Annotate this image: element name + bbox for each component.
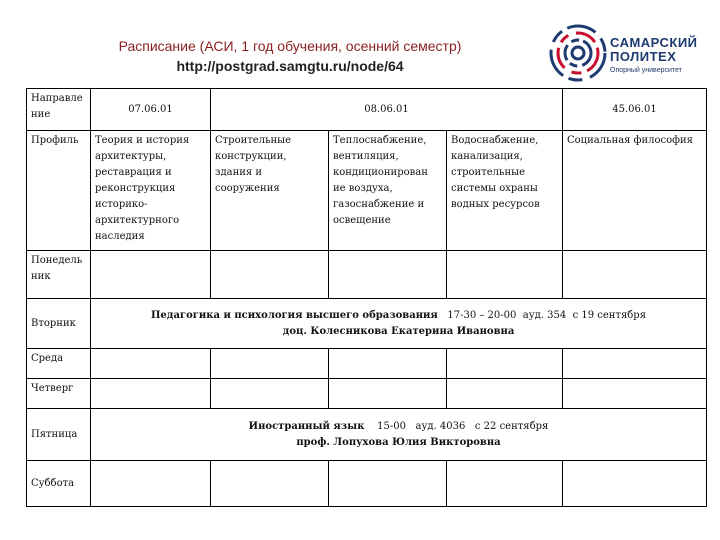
lesson-time: 17-30 – 20-00 bbox=[447, 309, 517, 321]
code-cell: 07.06.01 bbox=[91, 89, 211, 131]
lesson-teacher: доц. Колесникова Екатерина Ивановна bbox=[282, 325, 515, 337]
day-cell: Вторник bbox=[27, 299, 91, 349]
table-row bbox=[27, 89, 707, 131]
direction-label: Направле ние bbox=[27, 89, 91, 131]
logo-text: САМАРСКИЙ ПОЛИТЕХ bbox=[610, 35, 698, 64]
schedule-url[interactable]: http://postgrad.samgtu.ru/node/64 bbox=[176, 58, 404, 74]
day-cell: Среда bbox=[27, 349, 91, 379]
logo-tagline: Опорный университет bbox=[610, 67, 682, 74]
code-cell: 08.06.01 bbox=[211, 89, 563, 131]
profile-cell: Теплоснабжение, вентиляция, кондиционирован ие воздуха, газоснабжение и освещение bbox=[329, 131, 447, 251]
lesson-friday bbox=[91, 409, 707, 461]
lesson-teacher: проф. Лопухова Юлия Викторовна bbox=[296, 436, 501, 448]
lesson-room: ауд. 4036 bbox=[415, 420, 466, 432]
profile-cell: Строительные конструкции, здания и сооружения bbox=[211, 131, 329, 251]
day-cell: Четверг bbox=[27, 379, 91, 409]
profile-cell: Водоснабжение, канализация, строительные системы охраны водных ресурсов bbox=[447, 131, 563, 251]
profile-cell: Социальная философия bbox=[563, 131, 707, 251]
page-title bbox=[40, 36, 540, 76]
schedule-title: Расписание (АСИ, 1 год обучения, осенний семестр) bbox=[118, 38, 462, 54]
day-cell: Понедель ник bbox=[27, 251, 91, 299]
table-row bbox=[27, 349, 707, 379]
lesson-subject: Педагогика и психология высшего образования bbox=[150, 309, 438, 321]
profile-cell: Теория и история архитектуры, реставрация и реконструкция историко-архитектурного наследия bbox=[91, 131, 211, 251]
university-logo bbox=[548, 22, 708, 84]
table-row bbox=[27, 379, 707, 409]
logo-circles-icon bbox=[548, 22, 608, 84]
code-cell: 45.06.01 bbox=[563, 89, 707, 131]
profile-label: Профиль bbox=[27, 131, 91, 251]
lesson-tuesday bbox=[91, 299, 707, 349]
table-row bbox=[27, 461, 707, 507]
day-cell: Пятница bbox=[27, 409, 91, 461]
table-row bbox=[27, 299, 707, 349]
day-cell: Суббота bbox=[27, 461, 91, 507]
table-row bbox=[27, 409, 707, 461]
lesson-start: с 19 сентября bbox=[572, 309, 646, 321]
lesson-room: ауд. 354 bbox=[522, 309, 567, 321]
lesson-subject: Иностранный язык bbox=[248, 420, 365, 432]
table-row bbox=[27, 131, 707, 251]
lesson-start: с 22 сентября bbox=[474, 420, 549, 432]
lesson-time: 15-00 bbox=[377, 420, 406, 432]
table-row bbox=[27, 251, 707, 299]
schedule-table bbox=[26, 88, 707, 507]
